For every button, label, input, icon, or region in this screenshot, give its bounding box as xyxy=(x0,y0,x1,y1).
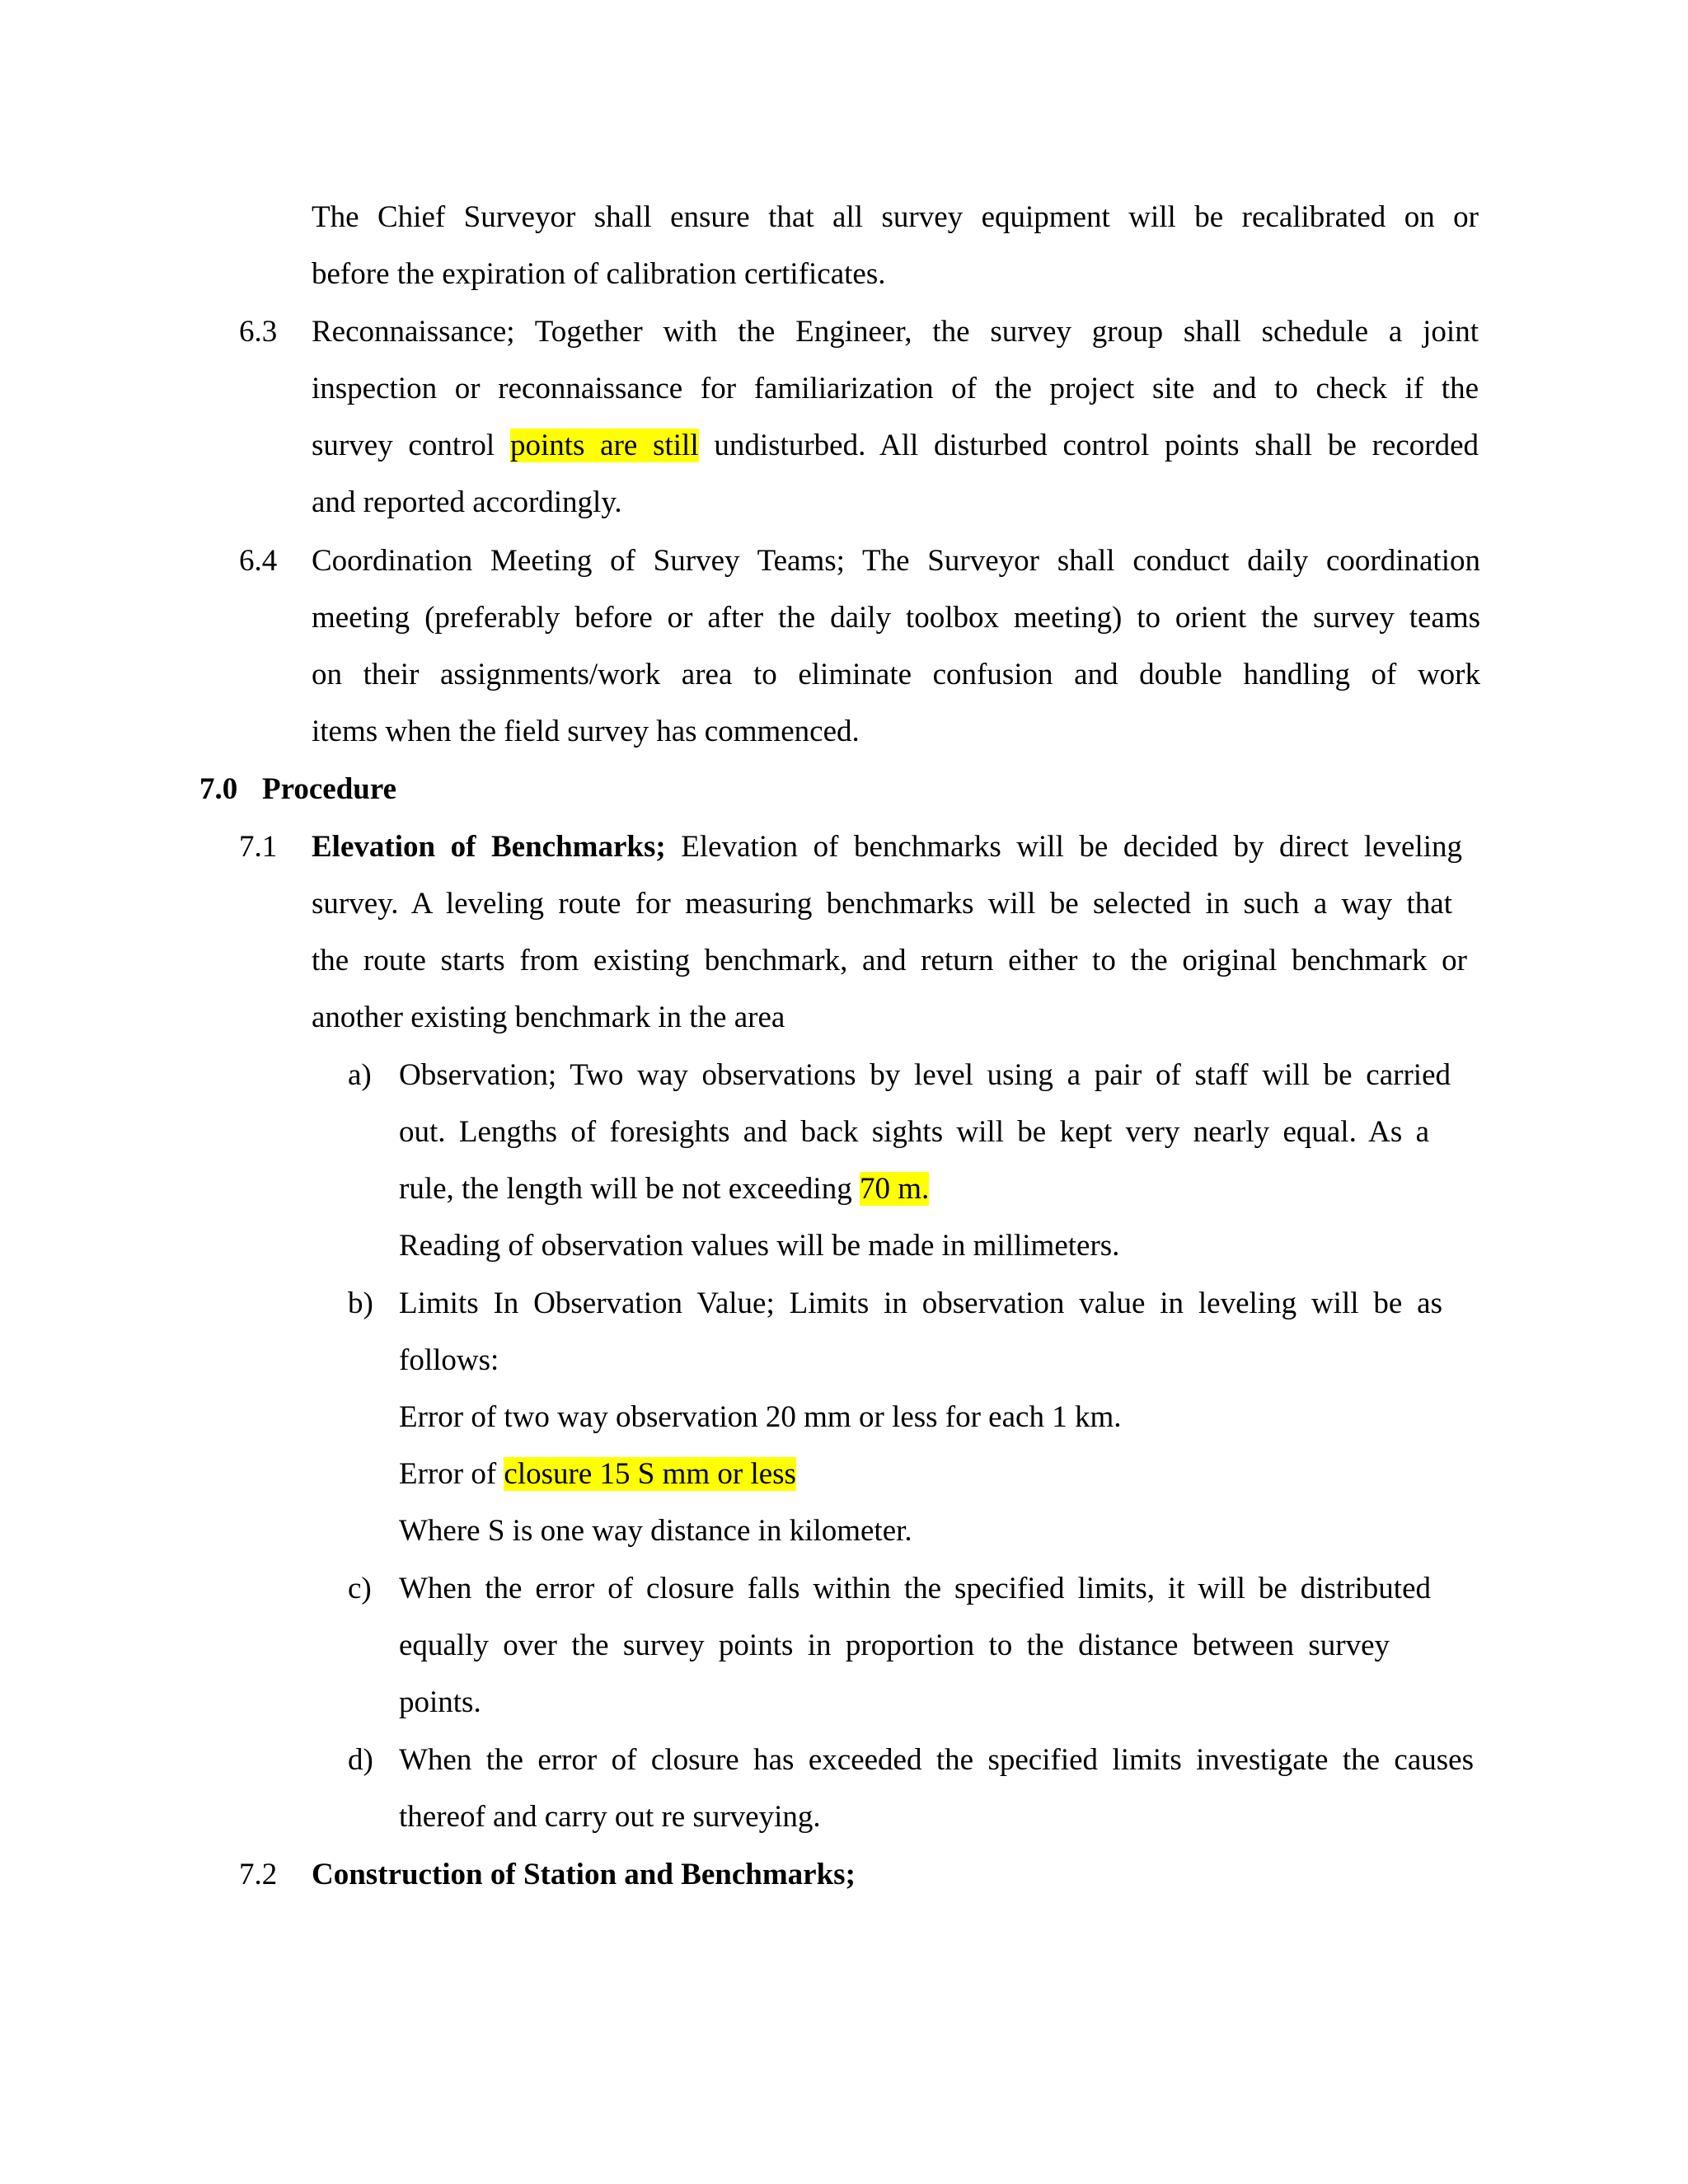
section-6-4-line-2: meeting (preferably before or after the daily toolbox meeting) to orient the survey teams xyxy=(312,601,1480,635)
section-7-1-line-1 xyxy=(312,832,1462,862)
item-a-line-1: Observation; Two way observations by level using a pair of staff will be carried xyxy=(399,1058,1451,1092)
section-7-2-title: Construction of Station and Benchmarks; xyxy=(312,1858,856,1891)
item-marker-c: c) xyxy=(348,1572,372,1605)
item-d-line-1: When the error of closure has exceeded the specified limits investigate the causes xyxy=(399,1743,1474,1777)
text-run: rule, the length will be not exceeding xyxy=(399,1172,860,1206)
section-7-1-line-4: another existing benchmark in the area xyxy=(312,1001,785,1034)
item-marker-b: b) xyxy=(348,1286,373,1320)
item-b-line-4 xyxy=(399,1459,796,1489)
item-c-line-3: points. xyxy=(399,1685,481,1719)
section-number-7-1: 7.1 xyxy=(239,830,278,864)
text-run: Elevation of benchmarks will be decided by direct leveling xyxy=(665,830,1463,864)
section-6-4-line-4: items when the field survey has commenced. xyxy=(312,715,860,748)
section-7-1-title: Elevation of Benchmarks; xyxy=(312,830,666,864)
intro-line-2: before the expiration of calibration certificates. xyxy=(312,257,886,291)
section-heading-procedure: Procedure xyxy=(262,772,397,806)
section-6-3-line-3 xyxy=(312,430,1479,461)
item-marker-a: a) xyxy=(348,1058,372,1092)
item-a-line-4: Reading of observation values will be made in millimeters. xyxy=(399,1229,1120,1263)
item-b-line-5: Where S is one way distance in kilometer. xyxy=(399,1514,912,1548)
section-7-1-line-3: the route starts from existing benchmark, and return either to the original benchmark or xyxy=(312,944,1467,977)
item-marker-d: d) xyxy=(348,1743,373,1777)
highlighted-text: 70 m. xyxy=(859,1172,930,1206)
section-6-3-line-2: inspection or reconnaissance for familiarization of the project site and to check if the xyxy=(312,372,1479,405)
highlighted-text: points are still xyxy=(509,429,699,462)
section-6-4-line-3: on their assignments/work area to eliminate confusion and double handling of work xyxy=(312,658,1480,691)
section-6-3-line-1: Reconnaissance; Together with the Engineer, the survey group shall schedule a joint xyxy=(312,315,1479,349)
section-number-7-0: 7.0 xyxy=(199,772,238,806)
section-6-3-line-4: and reported accordingly. xyxy=(312,485,622,519)
item-c-line-2: equally over the survey points in proportion to the distance between survey xyxy=(399,1629,1390,1662)
text-run: Error of xyxy=(399,1457,504,1491)
item-c-line-1: When the error of closure falls within the specified limits, it will be distributed xyxy=(399,1572,1431,1605)
text-run: undisturbed. All disturbed control points shall be recorded xyxy=(698,429,1479,462)
section-number-6-3: 6.3 xyxy=(239,315,278,349)
section-number-6-4: 6.4 xyxy=(239,544,278,578)
item-b-line-2: follows: xyxy=(399,1343,499,1377)
intro-line-1: The Chief Surveyor shall ensure that all survey equipment will be recalibrated on or xyxy=(312,200,1479,234)
item-b-line-3: Error of two way observation 20 mm or less for each 1 km. xyxy=(399,1400,1122,1434)
highlighted-text: closure 15 S mm or less xyxy=(504,1457,796,1491)
section-6-4-line-1: Coordination Meeting of Survey Teams; The Surveyor shall conduct daily coordination xyxy=(312,544,1480,578)
item-a-line-2: out. Lengths of foresights and back sights will be kept very nearly equal. As a xyxy=(399,1115,1429,1149)
section-7-1-line-2: survey. A leveling route for measuring benchmarks will be selected in such a way that xyxy=(312,887,1452,921)
section-number-7-2: 7.2 xyxy=(239,1858,278,1891)
text-run: survey control xyxy=(312,429,510,462)
item-a-line-3 xyxy=(399,1174,929,1204)
item-b-line-1: Limits In Observation Value; Limits in observation value in leveling will be as xyxy=(399,1286,1442,1320)
item-d-line-2: thereof and carry out re surveying. xyxy=(399,1800,821,1834)
